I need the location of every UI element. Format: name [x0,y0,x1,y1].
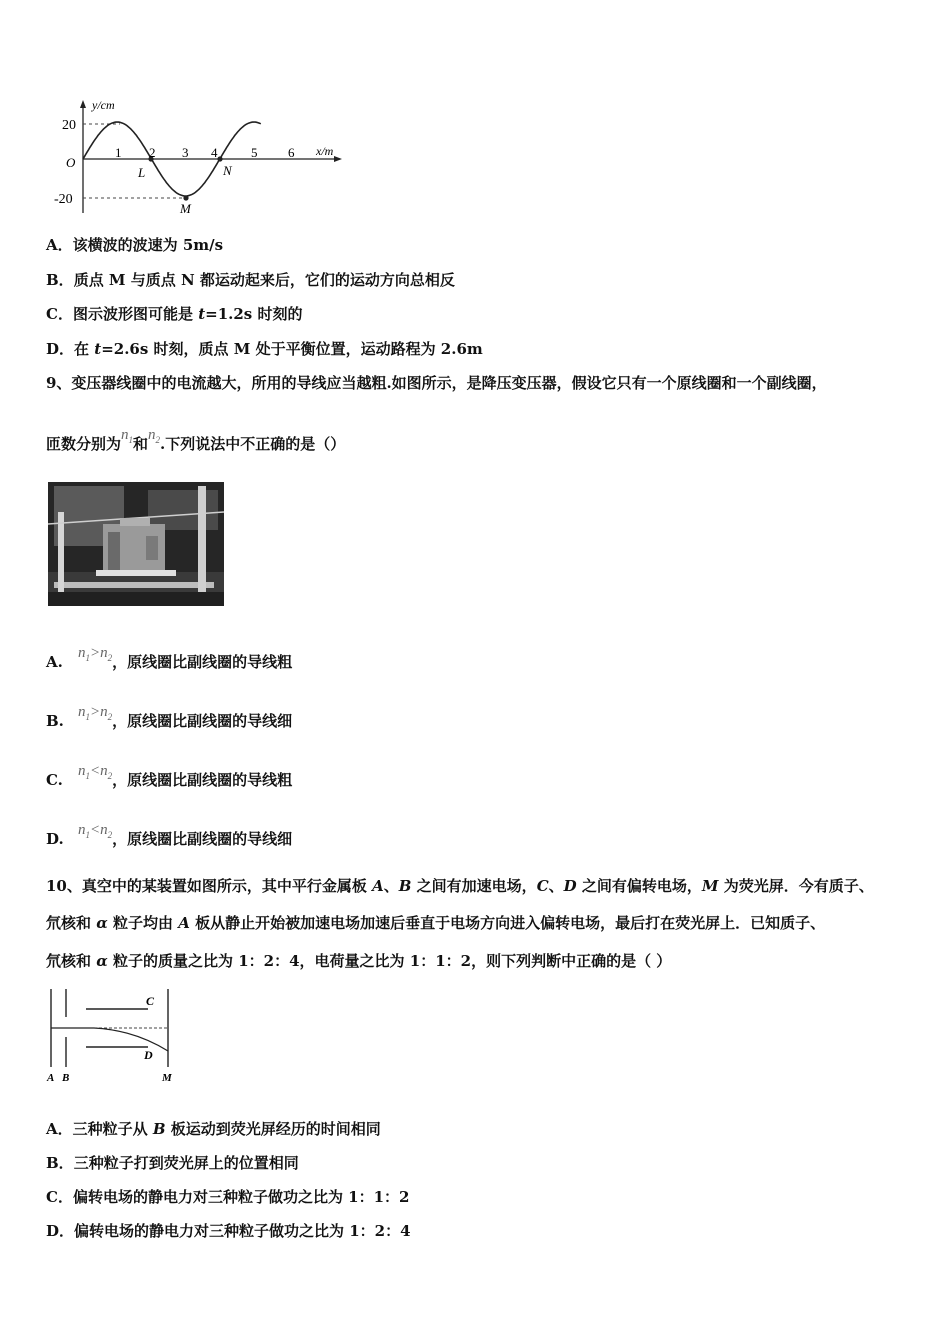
point-N-label: N [223,163,232,178]
option-label: C. [46,771,63,789]
stem-text-end: .下列说法中不正确的是（） [160,435,346,453]
q10-option-c [46,1187,410,1207]
stem-text: 板从静止开始被加速电场加速后垂直于电场方向进入偏转电场，最后打在荧光屏上．已知质子、 [189,914,826,932]
stem-text: 氘核和 [46,914,97,932]
q8-option-d [46,339,483,359]
relation-symbol: > [90,704,101,720]
option-label: A. [46,653,63,671]
stem-text: 粒子均由 [107,914,179,932]
q8-option-c [46,304,302,324]
n2-subscript: 2 [155,435,161,445]
option-text: 图示波形图可能是 [72,305,199,323]
time-variable: t [94,340,102,358]
diagram-label-M: M [162,1072,172,1084]
q9-option-b [46,704,293,737]
n-relation: $n_1<n_2$ [78,763,113,781]
q8-option-b [46,270,455,290]
origin-label: O [66,155,76,170]
option-text-rest: =2.6s 时刻，质点 M 处于平衡位置，运动路程为 2.6m [101,340,483,358]
y-axis-arrow [80,100,86,108]
option-text: ，原线圈比副线圈的导线细 [112,830,293,848]
stem-text: 氘核和 [46,952,97,970]
diagram-label-D: D [144,1048,153,1062]
wave-graph [50,95,350,220]
x-tick-3: 3 [182,145,189,160]
stem-sep: 、 [548,877,564,895]
q10-option-b [46,1153,299,1173]
option-text: 在 [74,340,95,358]
alpha-symbol: α [96,914,108,932]
option-text: ，原线圈比副线圈的导线粗 [112,771,293,789]
n2-letter: n [148,427,156,443]
option-text-rest: =1.2s 时刻的 [205,305,303,323]
q9-stem-line1: 9、变压器线圈中的电流越大，所用的导线应当越粗.如图所示，是降压变压器，假设它只有一个原线圈和一个副线圈， [46,374,827,392]
x-tick-1: 1 [115,145,122,160]
option-text: 偏转电场的静电力对三种粒子做功之比为 1：1：2 [72,1188,410,1206]
option-label: D． [46,340,75,358]
q10-stem-line1 [46,876,874,896]
screen-M-var: M [701,877,719,895]
deflection-apparatus-diagram [44,985,184,1085]
plate-A-var: A [372,877,384,895]
option-label: B. [46,712,64,730]
relation-symbol: < [90,763,101,779]
x-tick-5: 5 [251,145,258,160]
option-text: 三种粒子打到荧光屏上的位置相同 [73,1154,299,1172]
option-label: B． [46,1154,74,1172]
option-label: A． [46,1120,73,1138]
option-label: D. [46,830,64,848]
n-relation: $n_1>n_2$ [78,704,113,722]
option-text: 三种粒子从 [72,1120,153,1138]
alpha-symbol: α [96,952,108,970]
y-tick-minus-20: -20 [54,192,73,207]
plate-D-var: D [563,877,577,895]
diagram-label-C: C [146,994,155,1008]
x-tick-2: 2 [149,145,156,160]
n2-symbol [148,427,160,443]
stem-text: 粒子的质量之比为 1：2：4，电荷量之比为 1：1：2，则下列判断中正确的是（ ） [107,952,672,970]
option-text: ，原线圈比副线圈的导线粗 [112,653,293,671]
option-text-rest: 板运动到荧光屏经历的时间相同 [165,1120,381,1138]
option-text: 该横波的波速为 5m/s [72,236,224,254]
option-text: 偏转电场的静电力对三种粒子做功之比为 1：2：4 [74,1222,411,1240]
point-M-label: M [180,201,191,216]
n1-subscript: 1 [128,435,134,445]
x-tick-6: 6 [288,145,295,160]
q9-option-d [46,822,293,855]
point-L-label: L [138,165,146,180]
y-axis-label: y/cm [92,98,115,112]
q8-option-a [46,235,223,255]
q9-option-c [46,763,293,796]
option-label: D． [46,1222,75,1240]
n-relation: $n_1<n_2$ [78,822,113,840]
q9-option-a [46,645,293,678]
x-axis-label: x/m [316,144,334,158]
transformer-photo-drawing [48,482,224,606]
plate-C-var: C [536,877,549,895]
time-variable: t [198,305,206,323]
x-tick-4: 4 [211,145,218,160]
stem-text: 之间有偏转电场， [576,877,702,895]
relation-symbol: > [90,645,101,661]
plate-B-var: B [398,877,412,895]
option-label: C． [46,1188,73,1206]
point-N-dot [217,156,222,161]
x-axis-arrow [334,156,342,162]
diagram-label-A: A [47,1072,55,1084]
stem-sep: 、 [383,877,399,895]
q9-stem-line2 [46,427,346,460]
q10-option-a [46,1119,381,1139]
n1-symbol [121,427,133,443]
stem-text: 匝数分别为 [46,435,122,453]
q10-stem-line2 [46,913,825,933]
option-label: A． [46,236,73,254]
diagram-label-B: B [62,1072,70,1084]
plate-B-var: B [152,1120,166,1138]
n1-letter: n [121,427,129,443]
option-label: B． [46,271,74,289]
stem-text: 10、真空中的某装置如图所示，其中平行金属板 [46,877,373,895]
point-M-dot [183,195,188,200]
q10-option-d [46,1221,411,1241]
y-tick-20: 20 [62,118,76,133]
relation-symbol: < [90,822,101,838]
transformer-photo [48,482,224,606]
option-text: 质点 M 与质点 N 都运动起来后，它们的运动方向总相反 [73,271,455,289]
q10-stem-line3 [46,951,671,971]
plate-A-var: A [178,914,190,932]
option-text: ，原线圈比副线圈的导线细 [112,712,293,730]
n-relation: $n_1>n_2$ [78,645,113,663]
stem-text: 为荧光屏．今有质子、 [718,877,874,895]
option-label: C． [46,305,73,323]
stem-text-and: 和 [133,435,149,453]
stem-text: 之间有加速电场， [411,877,537,895]
